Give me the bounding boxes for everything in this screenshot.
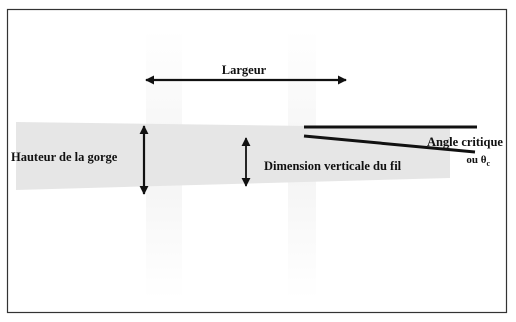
groove-height-label: Hauteur de la gorge [11,150,118,164]
wire-vertical-label: Dimension verticale du fil [264,159,402,173]
critical-angle-label: Angle critique [426,135,503,149]
width-label: Largeur [221,63,267,77]
theta-label [466,154,490,168]
theta-subscript: c [486,159,490,168]
theta-text: ou θ [466,154,487,166]
